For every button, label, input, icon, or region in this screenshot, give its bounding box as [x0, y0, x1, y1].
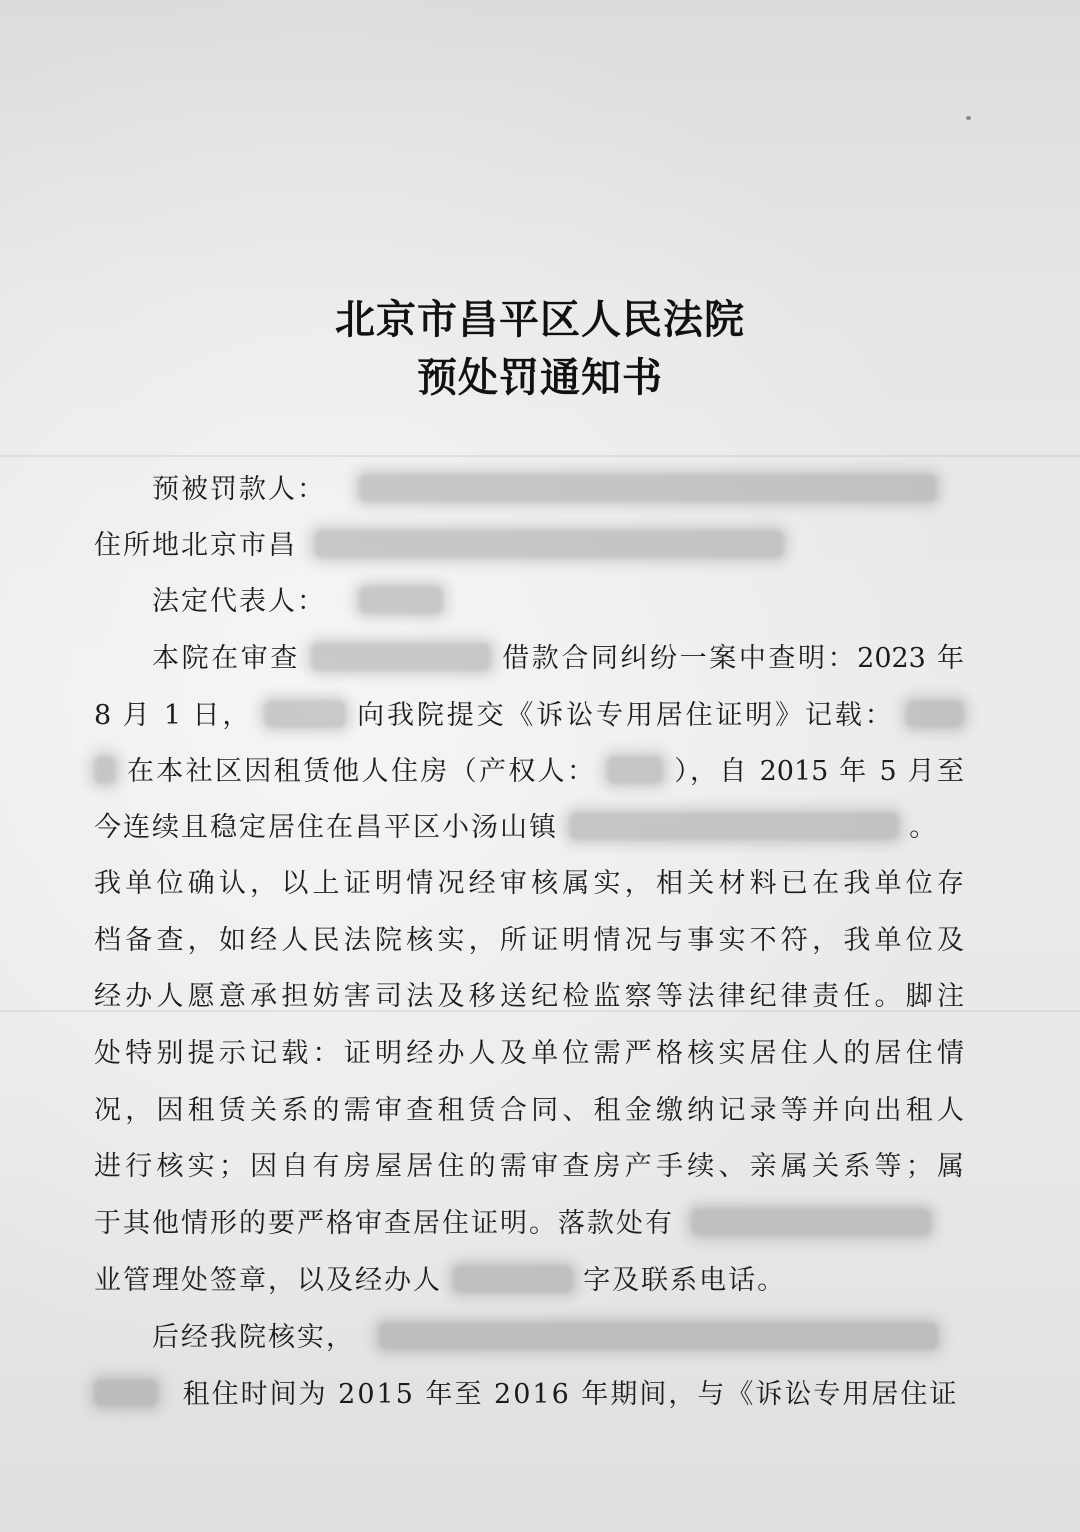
- redacted-address: [569, 812, 899, 840]
- text-line: [94, 864, 964, 904]
- redacted-name: [453, 1265, 573, 1293]
- text-line-address: [94, 526, 964, 566]
- text-segment: 。: [909, 812, 939, 843]
- text-segment: 后经我院核实，: [152, 1322, 355, 1353]
- text-line: [94, 977, 964, 1017]
- text-line: [94, 1034, 964, 1074]
- text-line: [152, 1318, 964, 1358]
- text-segment: 进行核实；因自有房屋居住的需审查房产手续、亲属关系等；属: [94, 1151, 964, 1182]
- redacted-name: [311, 643, 491, 671]
- redacted-details: [378, 1322, 938, 1350]
- text-segment: 8 月 1 日，: [94, 700, 253, 731]
- text-segment: 于其他情形的要严格审查居住证明。落款处有: [94, 1208, 674, 1239]
- redacted-name: [264, 700, 346, 728]
- text-line: [94, 696, 964, 736]
- notice-title: 预处罚通知书: [417, 354, 663, 401]
- court-name-title: 北京市昌平区人民法院: [335, 296, 745, 343]
- text-segment: 住所地北京市昌: [94, 530, 297, 561]
- redacted-representative: [359, 586, 443, 614]
- text-line: [94, 1147, 964, 1187]
- text-line: [152, 639, 964, 679]
- text-segment: 业管理处签章，以及经办人: [94, 1265, 442, 1296]
- redacted-name: [94, 1379, 158, 1407]
- text-line: [94, 1375, 964, 1415]
- text-line: [94, 752, 964, 792]
- paper-fold-line: [0, 455, 1080, 457]
- text-segment: 字及联系电话。: [583, 1265, 787, 1296]
- text-segment: 预被罚款人：: [152, 474, 326, 505]
- text-line: [94, 1261, 964, 1301]
- redacted-party-name: [359, 474, 937, 502]
- text-segment: ），自 2015 年 5 月至: [674, 756, 964, 787]
- text-segment: 在本社区因租赁他人住房（产权人：: [126, 756, 597, 787]
- text-line-legal-rep: [152, 582, 964, 622]
- text-segment: 经办人愿意承担妨害司法及移送纪检监察等法律纪律责任。脚注: [94, 981, 964, 1012]
- text-line: [94, 921, 964, 961]
- redacted-name: [906, 700, 964, 728]
- text-segment: 档备查，如经人民法院核实，所证明情况与事实不符，我单位及: [94, 925, 964, 956]
- text-segment: 今连续且稳定居住在昌平区小汤山镇: [94, 812, 558, 843]
- text-segment: 向我院提交《诉讼专用居住证明》记载：: [357, 700, 895, 731]
- text-segment: 本院在审查: [152, 643, 300, 674]
- text-segment: 我单位确认，以上证明情况经审核属实，相关材料已在我单位存: [94, 868, 964, 899]
- paper-speck: [966, 116, 971, 120]
- text-segment: 处特别提示记载：证明经办人及单位需严格核实居住人的居住情: [94, 1038, 964, 1069]
- text-line: [94, 1091, 964, 1131]
- text-line: [94, 808, 964, 848]
- text-segment: 况，因租赁关系的需审查租赁合同、租金缴纳记录等并向出租人: [94, 1095, 964, 1126]
- text-segment: 法定代表人：: [152, 586, 326, 617]
- redacted-organization: [691, 1208, 931, 1236]
- text-segment: 借款合同纠纷一案中查明：2023 年: [502, 643, 965, 674]
- text-segment: 租住时间为 2015 年至 2016 年期间，与《诉讼专用居住证: [182, 1379, 959, 1410]
- text-line-penalized-party: [152, 470, 964, 510]
- redacted-name: [94, 756, 116, 784]
- redacted-address: [314, 530, 784, 558]
- redacted-owner: [607, 756, 663, 784]
- text-line: [94, 1204, 964, 1244]
